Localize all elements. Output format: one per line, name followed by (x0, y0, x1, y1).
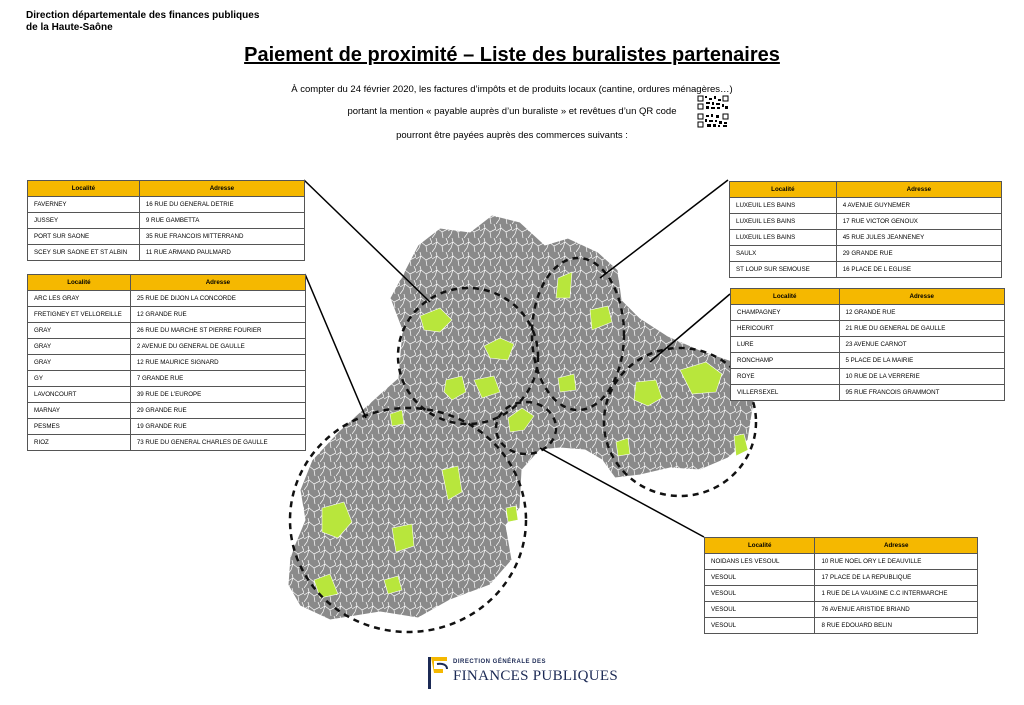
column-header-locality: Localité (28, 275, 131, 291)
table-row: GY 7 GRANDE RUE (28, 371, 306, 387)
table-row: PORT SUR SAONE 35 RUE FRANCOIS MITTERRAND (28, 229, 305, 245)
table-row: VESOUL 17 PLACE DE LA REPUBLIQUE (705, 570, 978, 586)
table-west (27, 274, 306, 451)
table-row: NOIDANS LES VESOUL 10 RUE NOEL ORY LE DEAUVILLE (705, 554, 978, 570)
table-row: VILLERSEXEL 95 RUE FRANCOIS GRAMMONT (731, 385, 1005, 401)
table-east (730, 288, 1005, 401)
table-row: VESOUL 8 RUE EDOUARD BELIN (705, 618, 978, 634)
table-row: FRETIGNEY ET VELLOREILLE 12 GRANDE RUE (28, 307, 306, 323)
table-row: MARNAY 29 GRANDE RUE (28, 403, 306, 419)
org-line-1: Direction départementale des finances publiques (26, 10, 260, 21)
table-row: RONCHAMP 5 PLACE DE LA MAIRIE (731, 353, 1005, 369)
table-row: FAVERNEY 16 RUE DU GENERAL DETRIE (28, 197, 305, 213)
column-header-locality: Localité (28, 181, 140, 197)
table-row: LAVONCOURT 39 RUE DE L'EUROPE (28, 387, 306, 403)
table-row: JUSSEY 9 RUE GAMBETTA (28, 213, 305, 229)
table-row: PESMES 19 GRANDE RUE (28, 419, 306, 435)
column-header-address: Adresse (130, 275, 305, 291)
page-title: Paiement de proximité – Liste des buralistes partenaires (244, 44, 780, 66)
column-header-address: Adresse (815, 538, 978, 554)
table-row: ROYE 10 RUE DE LA VERRERIE (731, 369, 1005, 385)
table-row: GRAY 12 RUE MAURICE SIGNARD (28, 355, 306, 371)
table-row: CHAMPAGNEY 12 GRANDE RUE (731, 305, 1005, 321)
table-row: LUXEUIL LES BAINS 45 RUE JULES JEANNENEY (730, 230, 1002, 246)
column-header-address: Adresse (139, 181, 304, 197)
table-row: ARC LES GRAY 25 RUE DE DIJON LA CONCORDE (28, 291, 306, 307)
table-south-east (704, 537, 978, 634)
dgfip-logo (425, 653, 625, 693)
table-row: LUXEUIL LES BAINS 4 AVENUE GUYNEMER (730, 198, 1002, 214)
table-row: SAULX 29 GRANDE RUE (730, 246, 1002, 262)
org-line-2: de la Haute-Saône (26, 22, 113, 33)
column-header-locality: Localité (731, 289, 840, 305)
table-row: GRAY 26 RUE DU MARCHE ST PIERRE FOURIER (28, 323, 306, 339)
logo-line-2: FINANCES PUBLIQUES (453, 668, 619, 684)
table-row: ST LOUP SUR SEMOUSE 16 PLACE DE L EGLISE (730, 262, 1002, 278)
intro-line-1: À compter du 24 février 2020, les factures d’impôts et de produits locaux (cantine, ordures ménagères…) (291, 84, 733, 95)
dgfip-emblem-icon (425, 655, 451, 691)
column-header-locality: Localité (730, 182, 837, 198)
table-row: GRAY 2 AVENUE DU GENERAL DE GAULLE (28, 339, 306, 355)
table-row: VESOUL 1 RUE DE LA VAUGINE C.C INTERMARCHE (705, 586, 978, 602)
table-row: VESOUL 76 AVENUE ARISTIDE BRIAND (705, 602, 978, 618)
table-row: HERICOURT 21 RUE DU GENERAL DE GAULLE (731, 321, 1005, 337)
column-header-address: Adresse (839, 289, 1005, 305)
table-row: SCEY SUR SAONE ET ST ALBIN 11 RUE ARMAND PAULMARD (28, 245, 305, 261)
intro-line-3: pourront être payées auprès des commerces suivants : (396, 130, 628, 141)
table-row: LURE 23 AVENUE CARNOT (731, 337, 1005, 353)
table-north-east (729, 181, 1002, 278)
table-north-west (27, 180, 305, 261)
table-row: LUXEUIL LES BAINS 17 RUE VICTOR GENOUX (730, 214, 1002, 230)
logo-line-1: DIRECTION GÉNÉRALE DES (453, 659, 547, 665)
column-header-address: Adresse (836, 182, 1001, 198)
intro-line-2: portant la mention « payable auprès d’un buraliste » et revêtues d’un QR code (347, 106, 677, 117)
table-row: RIOZ 73 RUE DU GENERAL CHARLES DE GAULLE (28, 435, 306, 451)
column-header-locality: Localité (705, 538, 815, 554)
